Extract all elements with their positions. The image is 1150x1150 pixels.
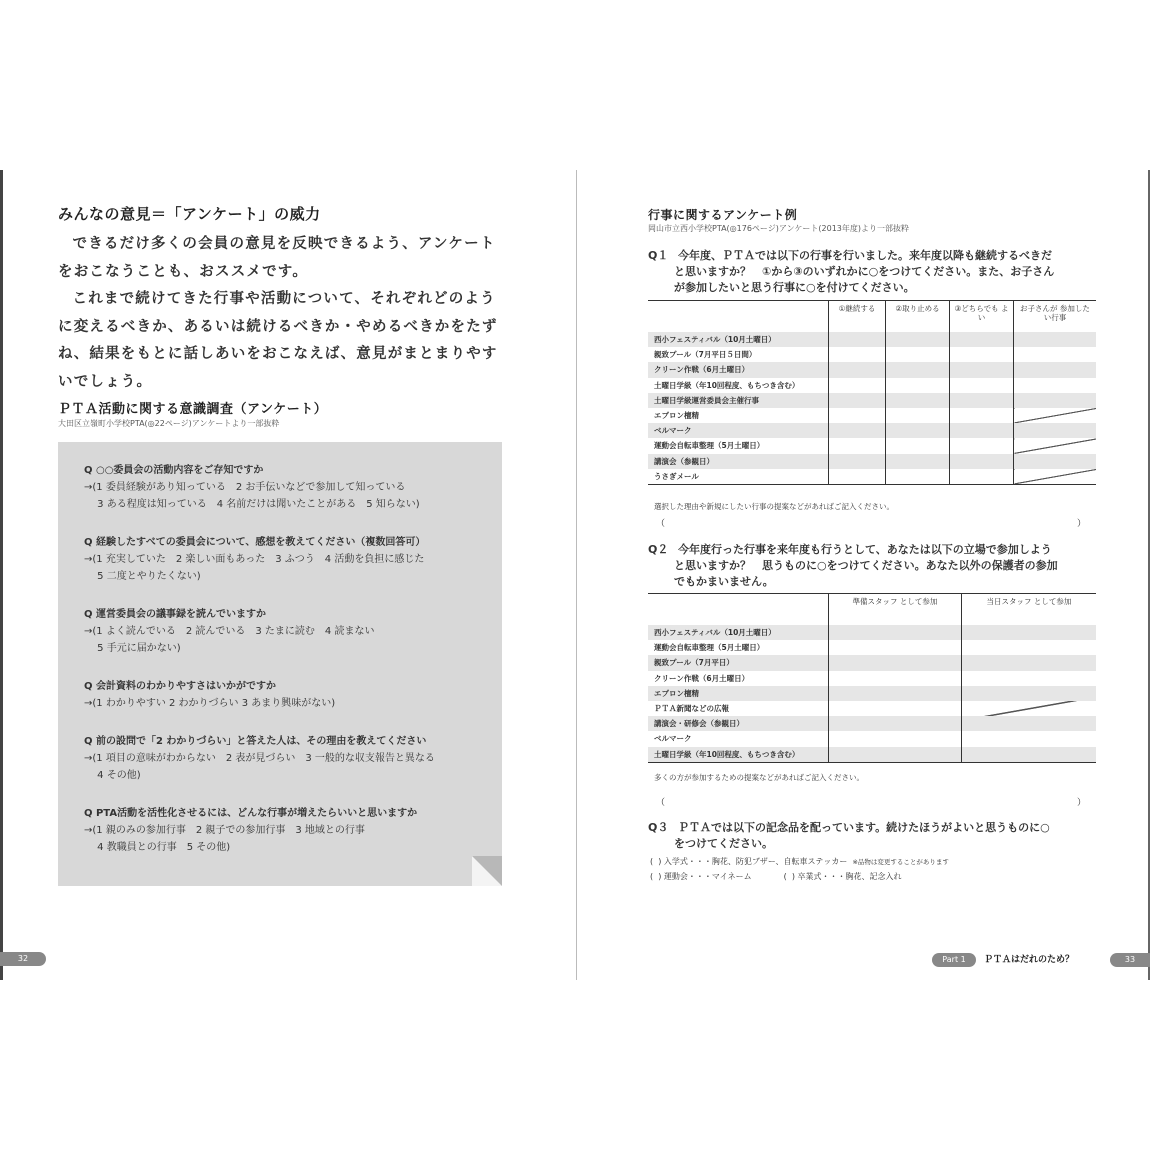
- answer-options: →(1 よく読んでいる 2 読んでいる 3 たまに読む 4 読まない 5 手元に届かない): [84, 626, 375, 654]
- row-label: 講演会（参観日）: [648, 454, 829, 469]
- table-row: [648, 423, 1096, 438]
- row-label: クリーン作戦（6月土曜日）: [654, 673, 750, 683]
- paren-close: ）: [1076, 798, 1086, 808]
- answer-cell[interactable]: [829, 625, 962, 640]
- answer-cell[interactable]: [886, 347, 950, 362]
- answer-cell[interactable]: [829, 332, 886, 347]
- answer-options: →(1 充実していた 2 楽しい面もあった 3 ふつう 4 活動を負担に感じた 5 二度とやりたくない): [84, 554, 425, 582]
- row-label: 土曜日学級（年10回程度、もちつき含む）: [648, 747, 829, 763]
- survey-question: [84, 534, 484, 585]
- row-label: 講演会・研修会（参観日）: [648, 716, 829, 731]
- q1-line: 今年度、ＰＴＡでは以下の行事を行いました。来年度以降も継続するべきだ: [678, 249, 1052, 262]
- q3-text: [648, 820, 1096, 852]
- answer-cell[interactable]: [886, 408, 950, 423]
- page-number-right: 33: [1110, 953, 1150, 967]
- table-row: [648, 640, 1096, 655]
- survey-example-title: 行事に関するアンケート例: [648, 208, 798, 222]
- answer-cell[interactable]: [962, 747, 1097, 763]
- answer-options: →(1 項目の意味がわからない 2 表が見づらい 3 一般的な収支報告と異なる 4 その他): [84, 753, 435, 781]
- table-row: [648, 362, 1096, 377]
- answer-cell[interactable]: [829, 716, 962, 731]
- q3-option-note: ※品物は変更することがあります: [852, 858, 949, 866]
- q3-option: [650, 856, 949, 867]
- answer-cell[interactable]: [829, 423, 886, 438]
- body-text: [58, 230, 508, 395]
- answer-cell[interactable]: [962, 655, 1097, 670]
- q2-line: と思いますか？ 思うものに○をつけてください。あなた以外の保護者の参加: [674, 559, 1058, 572]
- answer-cell[interactable]: [829, 408, 886, 423]
- answer-cell[interactable]: [829, 731, 962, 746]
- q2-note: 多くの方が参加するための提案などがあればご記入ください。: [654, 773, 864, 782]
- q3-option-text: ( ) 入学式・・・胸花、防犯ブザー、自転車ステッカー: [650, 857, 848, 866]
- na-cell: [1014, 469, 1097, 485]
- survey-source: 大田区立嶺町小学校PTA(◎22ページ)アンケートより一部抜粋: [58, 419, 280, 428]
- column-header: ③どちらでも よい: [950, 301, 1014, 333]
- survey-question-list: [84, 462, 484, 877]
- row-label: 西小フェスティバル（10月土曜日）: [648, 332, 829, 347]
- table-row: [648, 408, 1096, 423]
- na-cell: [1014, 423, 1097, 438]
- part-badge: Part 1: [932, 953, 976, 967]
- paren-open: （: [656, 798, 666, 808]
- body-paragraph: これまで続けてきた行事や活動について、それぞれどのように変えるべきか、あるいは続けるべきか・やめるべきかをたずね、結果をもとに話しあいをおこなえば、意見がまとまりやすいでしょう。: [58, 290, 498, 390]
- table-row: [648, 747, 1096, 763]
- paren-open: （: [656, 519, 666, 529]
- table-header-row: [648, 301, 1096, 333]
- q2-label: Q２: [648, 543, 669, 556]
- question-text: Q ○○委員会の活動内容をご存知ですか: [84, 465, 264, 476]
- survey-title: ＰＴＡ活動に関する意識調査（アンケート）: [58, 402, 328, 417]
- answer-cell[interactable]: [886, 423, 950, 438]
- column-header: ①継続する: [829, 301, 886, 333]
- table-header-row: [648, 594, 1096, 626]
- answer-cell[interactable]: [962, 640, 1097, 655]
- column-header: 準備スタッフ として参加: [829, 594, 962, 626]
- row-label: ベルマーク: [648, 423, 829, 438]
- answer-cell[interactable]: [1014, 332, 1097, 347]
- answer-cell[interactable]: [950, 408, 1014, 423]
- page-number-left: 32: [0, 952, 46, 966]
- answer-options: →(1 わかりやすい 2 わかりづらい 3 あまり興味がない): [84, 698, 336, 709]
- q2-line: でもかまいません。: [674, 575, 774, 588]
- row-label: エプロン檀精: [648, 686, 829, 701]
- question-text: Q 会計資料のわかりやすさはいかがですか: [84, 681, 276, 692]
- paren-close: ）: [1076, 519, 1086, 529]
- row-label: 土曜日学級運営委員会主催行事: [648, 393, 829, 408]
- answer-cell[interactable]: [829, 640, 962, 655]
- row-label: 運動会自転車整理（5月土曜日）: [654, 643, 765, 653]
- answer-cell[interactable]: [962, 625, 1097, 640]
- answer-cell[interactable]: [829, 454, 886, 469]
- q3-line: をつけてください。: [674, 837, 773, 850]
- table-row: [648, 625, 1096, 640]
- q3-label: Q３: [648, 821, 669, 834]
- row-label: クリーン作戦（6月土曜日）: [648, 362, 829, 377]
- q3-option: ( ) 運動会・・・マイネーム ( ) 卒業式・・・胸花、記念入れ: [650, 872, 902, 881]
- q1-line: が参加したいと思う行事に○を付けてください。: [674, 281, 915, 294]
- answer-cell[interactable]: [962, 686, 1097, 701]
- answer-cell[interactable]: [950, 423, 1014, 438]
- table-row: [648, 438, 1096, 453]
- q2-table: [648, 593, 1096, 763]
- column-header: 当日スタッフ として参加: [962, 594, 1097, 626]
- answer-cell[interactable]: [1014, 347, 1097, 362]
- page-edge-left: [0, 170, 3, 980]
- row-label: 親致プール（7月平日）: [648, 655, 829, 670]
- answer-cell[interactable]: [962, 716, 1097, 731]
- table-row: [648, 655, 1096, 670]
- part-title: ＰＴＡはだれのため？: [984, 955, 1075, 965]
- answer-cell[interactable]: [886, 393, 950, 408]
- answer-cell[interactable]: [829, 347, 886, 362]
- answer-cell[interactable]: [950, 332, 1014, 347]
- answer-cell[interactable]: [886, 362, 950, 377]
- answer-cell[interactable]: [950, 347, 1014, 362]
- answer-options: →(1 委員経験があり知っている 2 お手伝いなどで参加して知っている 3 ある程度は知っている 4 名前だけは聞いたことがある 5 知らない): [84, 482, 420, 510]
- column-header: お子さんが 参加したい行事: [1014, 301, 1097, 333]
- survey-question: [84, 733, 484, 784]
- answer-cell[interactable]: [829, 701, 962, 716]
- answer-options: →(1 親のみの参加行事 2 親子での参加行事 3 地域との行事 4 教職員との行事 5 その他): [84, 825, 365, 853]
- q2-comment-field[interactable]: [656, 795, 1086, 808]
- answer-cell[interactable]: [886, 438, 950, 453]
- row-label: ＰＴＡ新聞などの広報: [654, 704, 729, 714]
- na-cell: [1014, 408, 1097, 423]
- q1-label: Q１: [648, 249, 669, 262]
- table-row: [648, 378, 1096, 393]
- answer-cell[interactable]: [962, 671, 1097, 686]
- table-row: [648, 347, 1096, 362]
- row-label: ベルマーク: [654, 734, 692, 744]
- row-label: 土曜日学級（年10回程度、もちつき含む）: [654, 380, 800, 390]
- answer-cell[interactable]: [950, 469, 1014, 485]
- answer-cell[interactable]: [829, 686, 962, 701]
- row-label: うさぎメール: [648, 469, 829, 485]
- answer-cell[interactable]: [886, 454, 950, 469]
- survey-question: [84, 678, 484, 712]
- answer-cell[interactable]: [829, 671, 962, 686]
- table-row: [648, 686, 1096, 701]
- column-header: ②取り止める: [886, 301, 950, 333]
- question-text: Q 運営委員会の議事録を読んでいますか: [84, 609, 266, 620]
- table-row: [648, 454, 1096, 469]
- answer-cell[interactable]: [1014, 362, 1097, 377]
- survey-question: [84, 462, 484, 513]
- question-text: Q 経験したすべての委員会について、感想を教えてください（複数回答可）: [84, 537, 426, 548]
- question-text: Q 前の設問で「2 わかりづらい」と答えた人は、その理由を教えてください: [84, 736, 427, 747]
- table-row: [648, 731, 1096, 746]
- table-row: [648, 469, 1096, 485]
- answer-cell[interactable]: [829, 393, 886, 408]
- q1-text: [648, 248, 1096, 296]
- answer-cell[interactable]: [829, 747, 962, 763]
- survey-question: [84, 805, 484, 856]
- answer-cell[interactable]: [950, 378, 1014, 393]
- answer-cell[interactable]: [886, 378, 950, 393]
- table-row: [648, 393, 1096, 408]
- answer-cell[interactable]: [950, 438, 1014, 453]
- answer-cell[interactable]: [829, 362, 886, 377]
- q2-text: [648, 542, 1096, 590]
- na-cell: [1014, 454, 1097, 469]
- answer-cell[interactable]: [829, 655, 962, 670]
- answer-cell[interactable]: [829, 378, 886, 393]
- row-label: 運動会自転車整理（5月土曜日）: [654, 441, 765, 451]
- question-text: Q PTA活動を活性化させるには、どんな行事が増えたらいいと思いますか: [84, 808, 418, 819]
- answer-cell[interactable]: [1014, 393, 1097, 408]
- q1-note: 選択した理由や新規にしたい行事の提案などがあればご記入ください。: [654, 502, 894, 511]
- book-spine: [576, 170, 577, 980]
- answer-cell[interactable]: [950, 454, 1014, 469]
- answer-cell[interactable]: [962, 731, 1097, 746]
- q1-table: [648, 300, 1096, 485]
- q3-line: ＰＴＡでは以下の記念品を配っています。続けたほうがよいと思うものに○: [678, 821, 1050, 834]
- answer-cell[interactable]: [1014, 378, 1097, 393]
- table-row: [648, 701, 1096, 716]
- table-row: [648, 716, 1096, 731]
- table-row: [648, 332, 1096, 347]
- survey-question: [84, 606, 484, 657]
- section-heading: みんなの意見＝「アンケート」の威力: [58, 205, 321, 223]
- survey-example-source: 岡山市立西小学校PTA(◎176ページ)アンケート(2013年度)より一部抜粋: [648, 224, 910, 233]
- row-label: エプロン檀精: [654, 411, 699, 421]
- answer-cell[interactable]: [829, 438, 886, 453]
- row-label: 親致プール（7月平日５日間）: [654, 350, 757, 360]
- answer-cell[interactable]: [886, 332, 950, 347]
- answer-cell[interactable]: [886, 469, 950, 485]
- q1-comment-field[interactable]: [656, 516, 1086, 529]
- table-row: [648, 671, 1096, 686]
- na-cell: [1014, 438, 1097, 453]
- answer-cell[interactable]: [950, 362, 1014, 377]
- body-paragraph: できるだけ多くの会員の意見を反映できるよう、アンケートをおこなうことも、おススメです。: [58, 235, 496, 280]
- row-label: 西小フェスティバル（10月土曜日）: [648, 625, 829, 640]
- q2-line: 今年度行った行事を来年度も行うとして、あなたは以下の立場で参加しよう: [678, 543, 1052, 556]
- answer-cell[interactable]: [829, 469, 886, 485]
- q1-line: と思いますか？ ①から③のいずれかに○をつけてください。また、お子さん: [674, 265, 1055, 278]
- answer-cell[interactable]: [950, 393, 1014, 408]
- na-cell: [962, 701, 1097, 716]
